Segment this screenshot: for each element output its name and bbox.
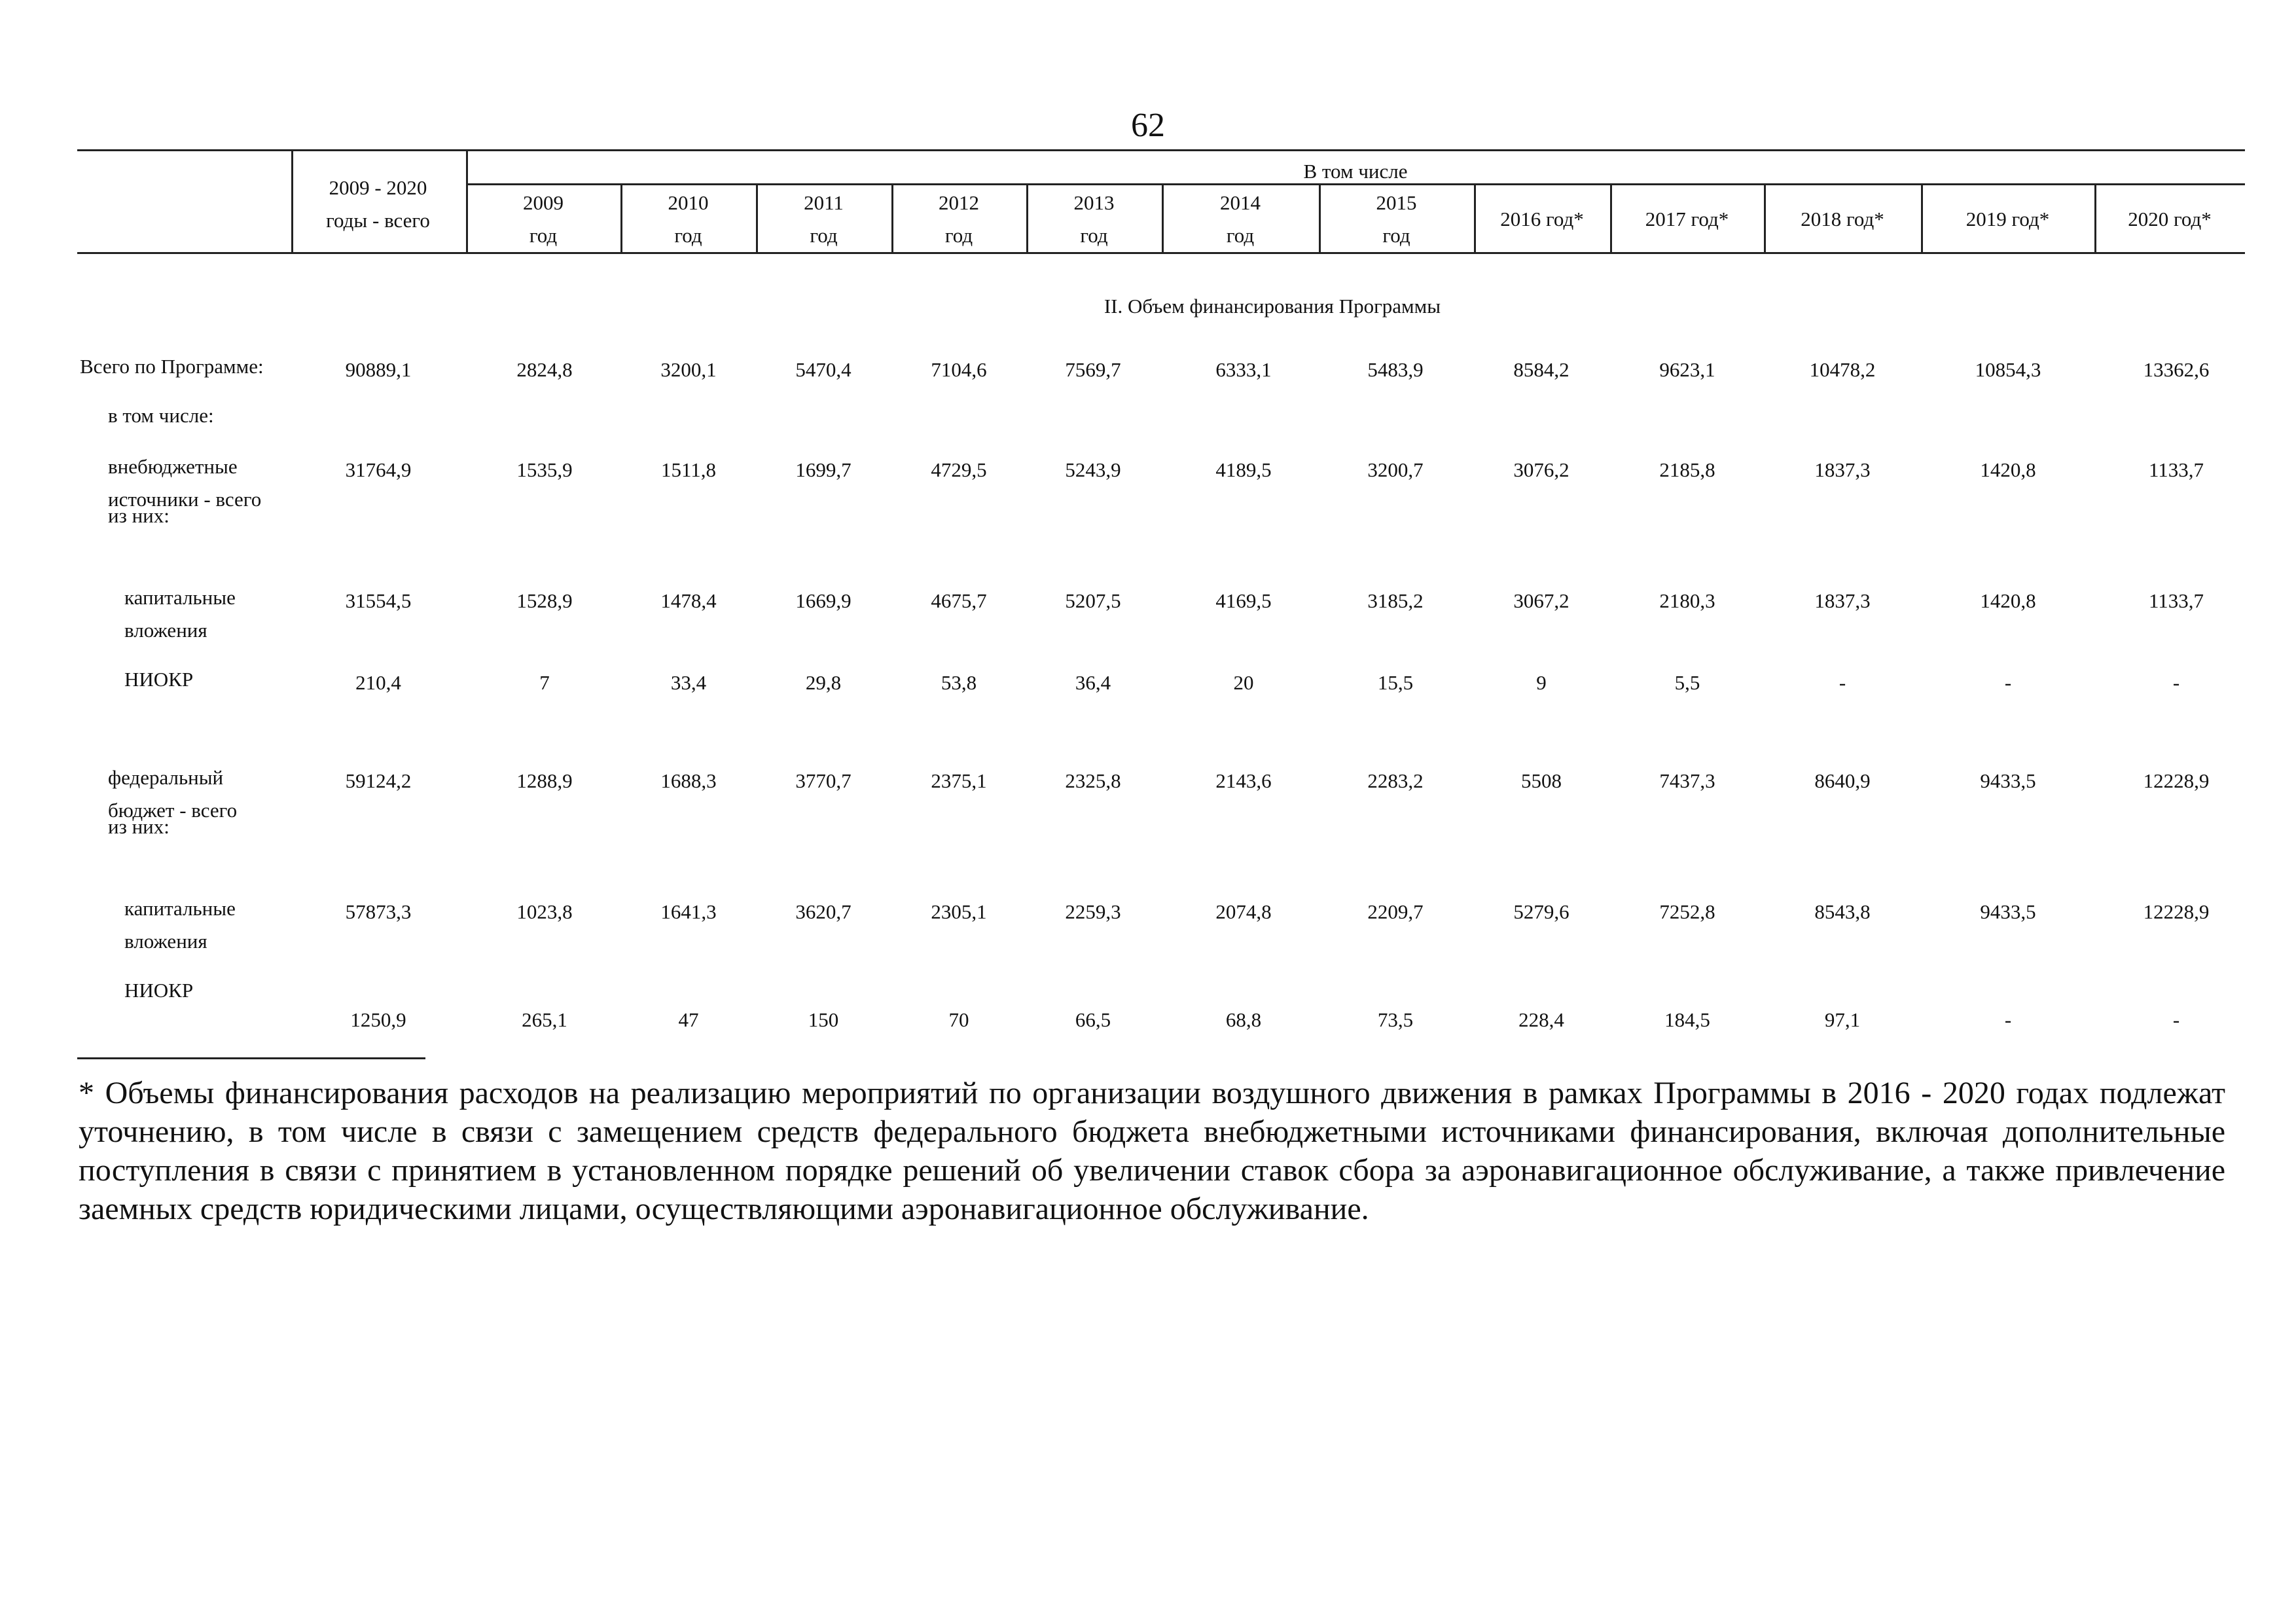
year-header xyxy=(891,187,1026,252)
table-cell: 2305,1 xyxy=(931,900,987,923)
table-cell: 97,1 xyxy=(1824,1008,1861,1031)
table-cell: 2180,3 xyxy=(1659,589,1715,612)
table-cell: 2325,8 xyxy=(1065,769,1121,792)
row-label xyxy=(124,892,236,958)
table-cell: 150 xyxy=(808,1008,839,1031)
row-label xyxy=(124,581,236,647)
year-header xyxy=(1026,187,1162,252)
header-total-line1: 2009 - 2020 xyxy=(329,176,427,199)
header-bottom-rule xyxy=(77,252,2245,254)
table-cell: 8584,2 xyxy=(1513,358,1570,381)
table-cell: 2824,8 xyxy=(516,358,573,381)
table-cell: - xyxy=(1839,671,1846,694)
table-cell: - xyxy=(2004,1008,2012,1031)
table-cell: 9433,5 xyxy=(1980,900,2036,923)
table-cell: 7437,3 xyxy=(1659,769,1715,792)
table-cell: 4169,5 xyxy=(1215,589,1272,612)
footnote-rule xyxy=(77,1057,425,1059)
table-cell: 59124,2 xyxy=(345,769,412,792)
footnote-text: * Объемы финансирования расходов на реализацию мероприятий по организации воздушного движения в рамках Программы в 2016 - 2020 годах подлежат уточнению, в том числе в связи с замещением средств федерального бюджета внебюджетными источниками финансирования, включая дополнительные поступления в связи с принятием в установленном порядке решений об увеличении ставок сбора за аэронавигационное обслуживание, а также привлечение заемных средств юридическими лицами, осуществляющими аэронавигационное обслуживание. xyxy=(79,1076,2225,1226)
table-cell: 2185,8 xyxy=(1659,458,1715,481)
table-cell: 3770,7 xyxy=(795,769,852,792)
table-cell: 8640,9 xyxy=(1814,769,1871,792)
year-header xyxy=(2094,203,2245,236)
table-cell: 2375,1 xyxy=(931,769,987,792)
header-in-that-number: В том числе xyxy=(1303,160,1408,183)
row-label-line: Всего по Программе: xyxy=(80,355,264,378)
row-label-line: НИОКР xyxy=(124,668,194,691)
row-label xyxy=(124,974,193,1007)
table-cell: - xyxy=(2172,671,2180,694)
table-cell: 1133,7 xyxy=(2148,589,2204,612)
year-header-line: год xyxy=(944,224,973,247)
table-cell: 1478,4 xyxy=(660,589,717,612)
table-cell: 53,8 xyxy=(941,671,977,694)
year-header-line: 2009 xyxy=(523,191,564,214)
year-header xyxy=(620,187,756,252)
table-cell: - xyxy=(2172,1008,2180,1031)
table-cell: 2259,3 xyxy=(1065,900,1121,923)
table-cell: 1837,3 xyxy=(1814,458,1871,481)
table-cell: 5508 xyxy=(1521,769,1562,792)
table-cell: 68,8 xyxy=(1225,1008,1262,1031)
table-cell: 1669,9 xyxy=(795,589,852,612)
table-cell: 70 xyxy=(948,1008,969,1031)
table-cell: 4189,5 xyxy=(1215,458,1272,481)
table-cell: 2283,2 xyxy=(1367,769,1424,792)
table-cell: 5470,4 xyxy=(795,358,852,381)
row-label-line: федеральный xyxy=(108,766,224,789)
table-cell: 1133,7 xyxy=(2148,458,2204,481)
year-header-line: 2012 xyxy=(939,191,979,214)
table-cell: 20 xyxy=(1233,671,1254,694)
table-top-rule xyxy=(77,149,2245,151)
year-header xyxy=(1921,203,2094,236)
table-cell: 5207,5 xyxy=(1065,589,1121,612)
year-header-line: год xyxy=(674,224,702,247)
table-cell: 3620,7 xyxy=(795,900,852,923)
table-cell: 228,4 xyxy=(1518,1008,1564,1031)
year-header-line: год xyxy=(1226,224,1255,247)
table-cell: 1535,9 xyxy=(516,458,573,481)
page-number: 62 xyxy=(1131,107,1165,144)
table-cell: 6333,1 xyxy=(1215,358,1272,381)
year-header xyxy=(1764,203,1921,236)
table-cell: 9623,1 xyxy=(1659,358,1715,381)
table-cell: 66,5 xyxy=(1075,1008,1111,1031)
table-cell: 2143,6 xyxy=(1215,769,1272,792)
table-cell: 4729,5 xyxy=(931,458,987,481)
year-header-line: год xyxy=(1080,224,1108,247)
table-cell: 3200,7 xyxy=(1367,458,1424,481)
table-cell: 12228,9 xyxy=(2143,900,2210,923)
table-cell: 1688,3 xyxy=(660,769,717,792)
table-cell: 7104,6 xyxy=(931,358,987,381)
row-label-line: внебюджетные xyxy=(108,455,238,478)
table-cell: 5483,9 xyxy=(1367,358,1424,381)
row-label-line: капитальные xyxy=(124,897,236,920)
year-header-line: год xyxy=(1382,224,1410,247)
table-cell: 1023,8 xyxy=(516,900,573,923)
year-header-line: 2018 год* xyxy=(1801,208,1884,230)
table-cell: 73,5 xyxy=(1377,1008,1414,1031)
table-cell: 1420,8 xyxy=(1980,458,2036,481)
table-cell: 7 xyxy=(539,671,550,694)
table-cell: 1420,8 xyxy=(1980,589,2036,612)
table-cell: 5279,6 xyxy=(1513,900,1570,923)
year-header-line: 2017 год* xyxy=(1645,208,1729,230)
header-total-column xyxy=(291,172,465,237)
table-cell: 9 xyxy=(1536,671,1547,694)
year-header xyxy=(1610,203,1764,236)
row-label-line: из них: xyxy=(108,815,170,838)
year-header-line: 2010 xyxy=(668,191,709,214)
header-total-line2: годы - всего xyxy=(326,209,430,232)
table-cell: 47 xyxy=(678,1008,699,1031)
table-cell: 265,1 xyxy=(522,1008,567,1031)
row-label xyxy=(124,663,193,696)
table-cell: 3200,1 xyxy=(660,358,717,381)
table-cell: 7252,8 xyxy=(1659,900,1715,923)
row-label-line: вложения xyxy=(124,619,207,642)
table-cell: 184,5 xyxy=(1664,1008,1710,1031)
row-label xyxy=(108,399,214,432)
section-title: II. Объем финансирования Программы xyxy=(1103,295,1441,318)
row-label-line: из них: xyxy=(108,504,170,527)
year-header-line: 2013 xyxy=(1073,191,1115,214)
table-cell: 1288,9 xyxy=(516,769,573,792)
row-label-line: НИОКР xyxy=(124,979,194,1002)
year-header xyxy=(466,187,620,252)
table-cell: - xyxy=(2004,671,2012,694)
row-label xyxy=(108,500,170,532)
table-cell: 2209,7 xyxy=(1367,900,1424,923)
year-header-line: год xyxy=(810,224,838,247)
table-cell: 3185,2 xyxy=(1367,589,1424,612)
table-cell: 15,5 xyxy=(1377,671,1414,694)
row-label xyxy=(80,350,264,383)
year-header-line: 2014 xyxy=(1220,191,1261,214)
row-label-line: бюджет - всего xyxy=(108,799,238,822)
table-cell: 10478,2 xyxy=(1809,358,1876,381)
table-cell: 1699,7 xyxy=(795,458,852,481)
year-header-line: 2015 xyxy=(1376,191,1417,214)
table-cell: 1641,3 xyxy=(660,900,717,923)
table-cell: 29,8 xyxy=(805,671,842,694)
year-header xyxy=(756,187,891,252)
table-cell: 4675,7 xyxy=(931,589,987,612)
table-cell: 210,4 xyxy=(355,671,401,694)
year-header-line: год xyxy=(529,224,558,247)
table-cell: 1511,8 xyxy=(660,458,717,481)
row-label-line: капитальные xyxy=(124,586,236,609)
year-header-line: 2020 год* xyxy=(2128,208,2212,230)
table-cell: 7569,7 xyxy=(1065,358,1121,381)
table-cell: 9433,5 xyxy=(1980,769,2036,792)
table-cell: 8543,8 xyxy=(1814,900,1871,923)
table-cell: 90889,1 xyxy=(345,358,412,381)
table-cell: 13362,6 xyxy=(2143,358,2210,381)
table-cell: 12228,9 xyxy=(2143,769,2210,792)
row-label-line: вложения xyxy=(124,930,207,953)
table-cell: 31554,5 xyxy=(345,589,412,612)
table-cell: 36,4 xyxy=(1075,671,1111,694)
row-label-line: в том числе: xyxy=(108,404,214,427)
table-cell: 1250,9 xyxy=(350,1008,406,1031)
table-cell: 2074,8 xyxy=(1215,900,1272,923)
table-cell: 5,5 xyxy=(1674,671,1700,694)
table-cell: 10854,3 xyxy=(1975,358,2041,381)
row-label-line: источники - всего xyxy=(108,488,262,511)
table-cell: 31764,9 xyxy=(345,458,412,481)
table-cell: 3067,2 xyxy=(1513,589,1570,612)
year-header xyxy=(1319,187,1474,252)
table-cell: 1837,3 xyxy=(1814,589,1871,612)
year-header xyxy=(1474,203,1610,236)
year-header xyxy=(1162,187,1319,252)
year-header-line: 2019 год* xyxy=(1965,208,2050,230)
year-header-line: 2011 xyxy=(804,191,844,214)
table-cell: 3076,2 xyxy=(1513,458,1570,481)
year-header-line: 2016 год* xyxy=(1500,208,1584,230)
row-label xyxy=(108,811,170,843)
table-cell: 5243,9 xyxy=(1065,458,1121,481)
table-cell: 57873,3 xyxy=(345,900,412,923)
table-cell: 1528,9 xyxy=(516,589,573,612)
table-cell: 33,4 xyxy=(670,671,707,694)
